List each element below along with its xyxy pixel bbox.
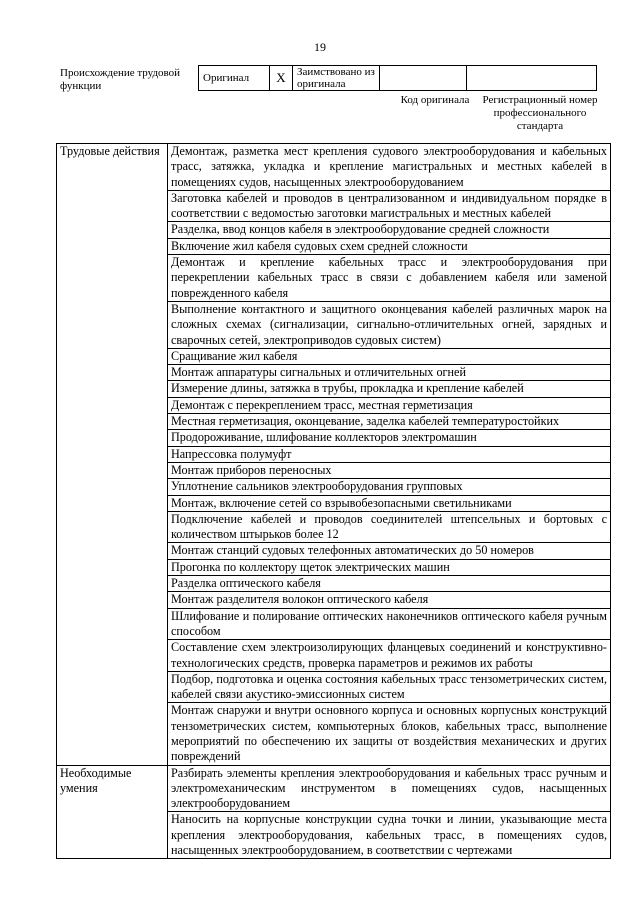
labor-action-row-text: Монтаж разделителя волокон оптического кабеля — [168, 592, 611, 608]
labor-action-row-text: Разделка, ввод концов кабеля в электрооборудование средней сложности — [168, 222, 611, 238]
category-label: Необходимые умения — [57, 765, 168, 859]
origin-label: Происхождение трудовой функции — [60, 67, 181, 92]
category-label: Трудовые действия — [57, 144, 168, 766]
labor-action-row-text: Напрессовка полумуфт — [168, 446, 611, 462]
labor-action-row-text: Подключение кабелей и проводов соединителей штепсельных и бортовых с количеством штырьков более 12 — [168, 511, 611, 543]
labor-action-row-text: Прогонка по коллектору щеток электрических машин — [168, 559, 611, 575]
reg-number-label: Регистрационный номер профессионального стандарта — [482, 94, 598, 132]
labor-action-row-text: Продороживание, шлифование коллекторов электромашин — [168, 430, 611, 446]
labor-action-row-text: Подбор, подготовка и оценка состояния кабельных трасс тензометрических систем, кабелей связи акустико-эмиссионных систем — [168, 671, 611, 703]
labor-action-row-text: Монтаж снаружи и внутри основного корпуса и основных корпусных конструкций тензометрических систем, компьютерных блоков, кабельных трасс, выполнение мероприятий по обеспечению их защиты от воздействия механических и других повреждений — [168, 703, 611, 765]
labor-action-row-text: Разделка оптического кабеля — [168, 576, 611, 592]
labor-action-row-text: Выполнение контактного и защитного оконцевания кабелей различных марок на сложных схемах (сигнализации, сигнально-отличительных огней, зарядных и сварочных сетей, электроприводов судовых систем) — [168, 301, 611, 348]
labor-action-row-text: Шлифование и полирование оптических наконечников оптического кабеля ручным способом — [168, 608, 611, 640]
origin-table — [198, 65, 597, 91]
labor-action-row-text: Демонтаж с перекреплением трасс, местная герметизация — [168, 397, 611, 413]
labor-action-row-text: Составление схем электроизолирующих фланцевых соединений и конструктивно-технологических средств, проверка параметров и режимов их работы — [168, 640, 611, 672]
code-cell — [380, 66, 467, 91]
code-label: Код оригинала — [400, 94, 470, 106]
labor-action-row-text: Местная герметизация, оконцевание, заделка кабелей температуростойких — [168, 414, 611, 430]
labor-action-row-text: Демонтаж, разметка мест крепления судового электрооборудования и кабельных трасс, затяжка, укладка и крепление магистральных и местных кабелей в помещениях судов, насыщенных электрооборудованием — [168, 144, 611, 191]
labor-action-row-text: Монтаж приборов переносных — [168, 462, 611, 478]
labor-action-row-text: Измерение длины, затяжка в трубы, прокладка и крепление кабелей — [168, 381, 611, 397]
labor-action-row-text: Включение жил кабеля судовых схем средней сложности — [168, 238, 611, 254]
labor-action-row-text: Уплотнение сальников электрооборудования групповых — [168, 479, 611, 495]
reg-number-cell — [467, 66, 597, 91]
labor-action-row-text: Монтаж станций судовых телефонных автоматических до 50 номеров — [168, 543, 611, 559]
labor-action-row-text: Сращивание жил кабеля — [168, 348, 611, 364]
labor-action-row-text: Демонтаж и крепление кабельных трасс и электрооборудования при перекреплении кабельных трасс в связи с добавлением кабеля или заменой поврежденного кабеля — [168, 255, 611, 302]
function-table — [56, 143, 611, 859]
skill-row-text: Наносить на корпусные конструкции судна точки и линии, указывающие места крепления электрооборудования, кабельных трасс, в помещениях судов, насыщенных электрооборудованием, в соответствии с чертежами — [168, 812, 611, 859]
page-number: 19 — [314, 40, 326, 54]
skill-row — [57, 765, 611, 812]
original-cell: Оригинал — [199, 66, 270, 91]
borrowed-cell: Заимствовано из оригинала — [293, 66, 380, 91]
skill-row-text: Разбирать элементы крепления электрооборудования и кабельных трасс ручным и электромеханическим инструментом в помещениях судов, насыщенных электрооборудованием — [168, 765, 611, 812]
labor-action-row-text: Заготовка кабелей и проводов в централизованном и индивидуальном порядке в соответствии с ведомостью заготовки магистральных и местных кабелей — [168, 190, 611, 222]
original-mark: X — [270, 66, 293, 91]
labor-action-row — [57, 144, 611, 191]
labor-action-row-text: Монтаж аппаратуры сигнальных и отличительных огней — [168, 365, 611, 381]
labor-action-row-text: Монтаж, включение сетей со взрывобезопасными светильниками — [168, 495, 611, 511]
